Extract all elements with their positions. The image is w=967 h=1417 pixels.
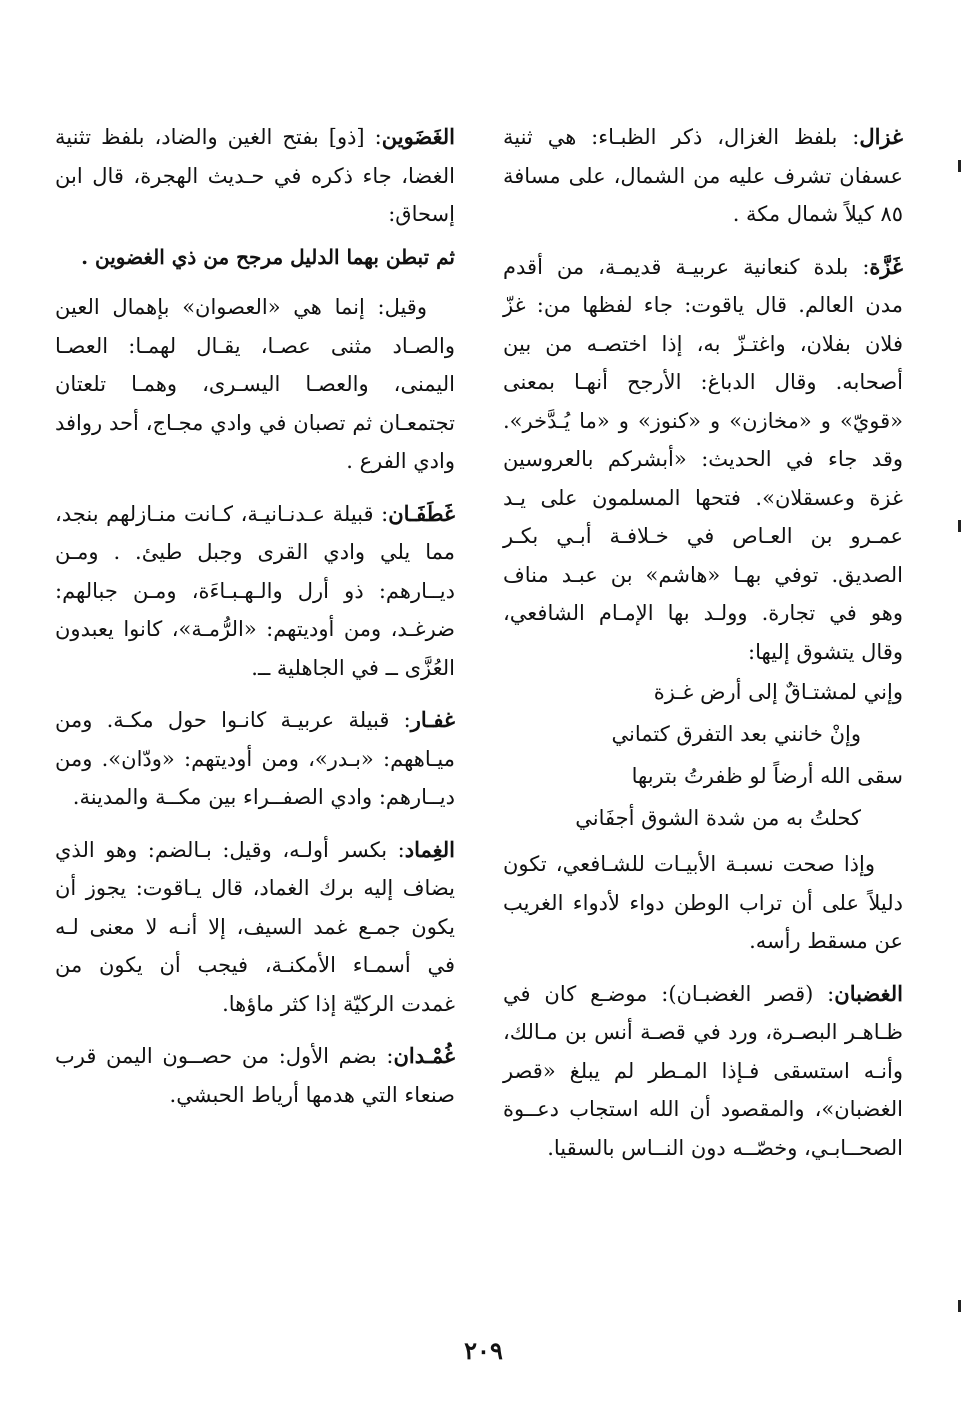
entry-term: غَزَّة	[869, 253, 903, 279]
entry-text: : (قصر الغضبـان): موضـع كان في ظـاهـر البصـرة، ورد في قصـة أنس بن مـالك، وأنـه استسقى فـإذا المـطر لم يبلغ «قصر الغضبان»، والمقصود أن الله استجاب دعــوة الصحــابـي، وخصّــه دون النــاس بالسقيا.	[503, 981, 903, 1160]
left-column	[55, 118, 455, 1128]
verse-line-4: كحلتُ به من شدة الشوق أجفَاني	[575, 806, 861, 830]
verse-line-3: سقى الله أرضاً لو ظفرتُ بتربها	[631, 764, 903, 788]
entry-ghadban	[503, 975, 903, 1168]
verse-line-1: وإني لمشتـاقٌ إلى أرض غـزة	[653, 680, 903, 704]
entry-text: : قبيلة عربيـة كانـوا حول مكـة. ومن ميـاههم: «بـدر»، ومن أوديتهم: «ودّان». ومن ديــارهم: وادي الصفــراء بين مكــة والمدينة.	[55, 708, 455, 809]
margin-mark-top	[958, 160, 961, 172]
entry-term: غَطَفَـان	[388, 500, 455, 526]
entry-ghadawin-note: وقيل: إنما هي «العصوان» بإهمال العين والصـاد مثنى عصـا، يقـال لهمـا: العصـا اليمنى، والعصـا اليسـرى، وهمـا تلعتان تجتمعـان ثم تصبان في وادي مجـاج، أحد روافد وادي الفرع .	[55, 295, 455, 473]
entry-ghadawin-body	[55, 118, 455, 234]
entry-text: : بلفظ الغزال، ذكر الظبـاء: هي ثنية عسفان تشرف عليه من الشمال، على مسافة ٨٥ كيلاً شمال مكة .	[503, 125, 903, 226]
entry-term: الغضبان	[834, 980, 903, 1006]
page-number: ٢٠٩	[464, 1336, 503, 1365]
entry-text: : بضم الأول: من حصــون اليمن قرب صنعاء التي هدمها أرياط الحبشي.	[55, 1044, 455, 1107]
entry-ghifar	[55, 701, 455, 817]
verse-line-2: وإنْ خانني بعد التفرق كتماني	[611, 722, 861, 746]
entry-term: الغِماد	[404, 836, 455, 862]
entry-ghatafan	[55, 495, 455, 688]
right-column	[503, 118, 903, 1181]
margin-mark-middle	[958, 520, 961, 532]
entry-ghimad	[55, 831, 455, 1024]
entry-ghumdan	[55, 1037, 455, 1114]
margin-mark-bottom	[958, 1300, 961, 1312]
entry-text: : [ذو] بفتح الغين والضاد، بلفظ تثنية الغضا، جاء ذكره في حـديث الهجرة، قال ابن إسحاق:	[55, 125, 455, 226]
entry-term: غزال	[859, 124, 903, 149]
entry-term: الغَضَوين	[381, 124, 455, 149]
entry-term: غفـار	[410, 707, 455, 732]
entry-term: غُمْـدان	[393, 1043, 455, 1068]
entry-text: : بلدة كنعانية عربيـة قديمـة، من أقدم مدن العالم. قال ياقوت: جاء لفظها من: غزّ فلان بفلان، واغتـزّ به، إذا اختصـه من بين أصحابه. وقال الدباغ: الأرجح أنهـا بمعنى «قويّ» و «مخازن» و «كنوز» و «ما يُـدَّخر». وقد جاء في الحديث: «أبشركم بالعروسين غزة وعسقلان». فتحها المسلمون على يـد عمـرو بن العـاص في خـلافـة أبـي بكـر الصديق. توفي بهـا «هاشم» بن عبـد مناف وهو في تجارة. وولـد بها الإمـام الشافعي، وقال يتشوق إليها:	[503, 254, 903, 664]
entry-text: : قبيلة عـدنـانيـة، كـانت منـازلهم بنجد، مما يلي وادي القرى وجبل طيئ. . ومـن ديــارهم: ذو أرل والـهـبـاءَة، ومـن جبالهم: ضرغـد، ومن أوديتهم: «الرُّمـة»، كانوا يعبدون العُزَّى ــ في الجاهلية ــ.	[55, 501, 455, 680]
entry-ghazza-closing: وإذا صحت نسبـة الأبيـات للشـافعي، تكون دليلاً على أن تراب الوطن دواء لأدواء الغريب عن مسقط رأسه.	[503, 852, 903, 953]
entry-ghadawin	[55, 118, 455, 481]
quoted-verse: ثم تبطن بهما الدليل مرجح من ذي الغضوين .	[81, 244, 455, 269]
entry-text: : بكسر أولـه، وقيل: بـالضم: وهو الذي يضاف إليه برك الغماد، قال يـاقوت: يجوز أن يكون جمـع غمد السيف، إلا أنـه لا معنى لـه في أسمـاء الأمكنـة، فيجب أن يكون من غمدت الركيّة إذا كثر ماؤها.	[55, 837, 455, 1016]
entry-ghazza	[503, 248, 903, 961]
entry-ghazal	[503, 118, 903, 234]
entry-ghazza-body	[503, 248, 903, 672]
